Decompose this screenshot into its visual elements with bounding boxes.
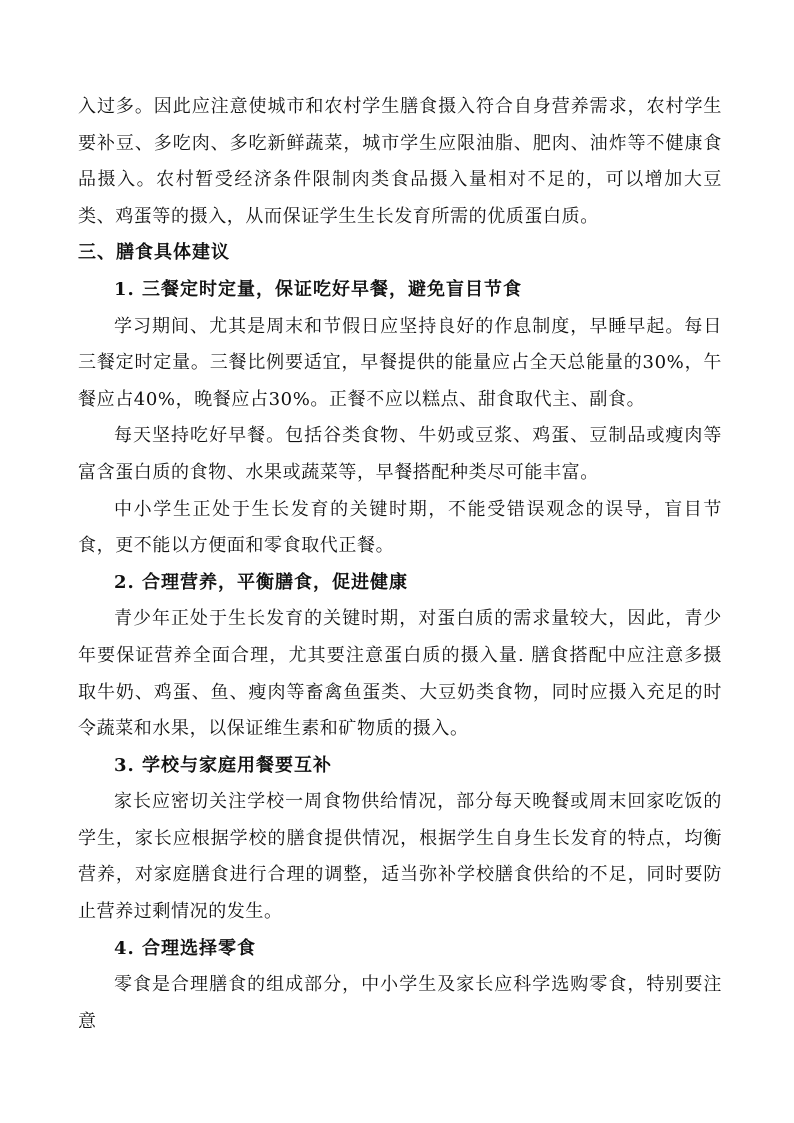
paragraph-parents: 家长应密切关注学校一周食物供给情况，部分每天晚餐或周末回家吃饭的学生，家长应根据学校的膳食提供情况，根据学生自身生长发育的特点，均衡营养，对家庭膳食进行合理的调整，适当弥补学校膳食供给的不足，同时要防止营养过剩情况的发生。 [78, 791, 722, 923]
subheading-snacks: 4. 合理选择零食 [114, 937, 257, 959]
paragraph-protein: 青少年正处于生长发育的关键时期，对蛋白质的需求量较大，因此，青少年要保证营养全面合理，尤其要注意蛋白质的摄入量. 膳食搭配中应注意多摄取牛奶、鸡蛋、鱼、瘦肉等畜禽鱼蛋类、大豆奶类食物，同时应摄入充足的时令蔬菜和水果，以保证维生素和矿物质的摄入。 [78, 608, 722, 740]
paragraph-no-dieting: 中小学生正处于生长发育的关键时期，不能受错误观念的误导，盲目节食，更不能以方便面和零食取代正餐。 [78, 498, 722, 557]
paragraph-continued: 入过多。因此应注意使城市和农村学生膳食摄入符合自身营养需求，农村学生要补豆、多吃肉、多吃新鲜蔬菜，城市学生应限油脂、肥肉、油炸等不健康食品摄入。农村暂受经济条件限制肉类食品摄入量相对不足的，可以增加大豆类、鸡蛋等的摄入，从而保证学生生长发育所需的优质蛋白质。 [78, 96, 722, 227]
paragraph-breakfast: 每天坚持吃好早餐。包括谷类食物、牛奶或豆浆、鸡蛋、豆制品或瘦肉等富含蛋白质的食物、水果或蔬菜等，早餐搭配种类尽可能丰富。 [78, 425, 722, 483]
paragraph-snacks: 零食是合理膳食的组成部分，中小学生及家长应科学选购零食，特别要注意 [78, 974, 722, 1032]
subheading-meals-regular: 1. 三餐定时定量，保证吃好早餐，避免盲目节食 [114, 278, 523, 300]
subheading-school-home-meals: 3. 学校与家庭用餐要互补 [114, 754, 333, 776]
section-heading-diet-advice: 三、膳食具体建议 [78, 242, 230, 264]
document-page [78, 89, 722, 1040]
subheading-balanced-nutrition: 2. 合理营养，平衡膳食，促进健康 [114, 571, 409, 593]
paragraph-meal-ratio: 学习期间、尤其是周末和节假日应坚持良好的作息制度，早睡早起。每日三餐定时定量。三餐比例要适宜，早餐提供的能量应占全天总能量的30%，午餐应占40%，晚餐应占30%。正餐不应以糕点、甜食取代主、副食。 [78, 315, 722, 410]
